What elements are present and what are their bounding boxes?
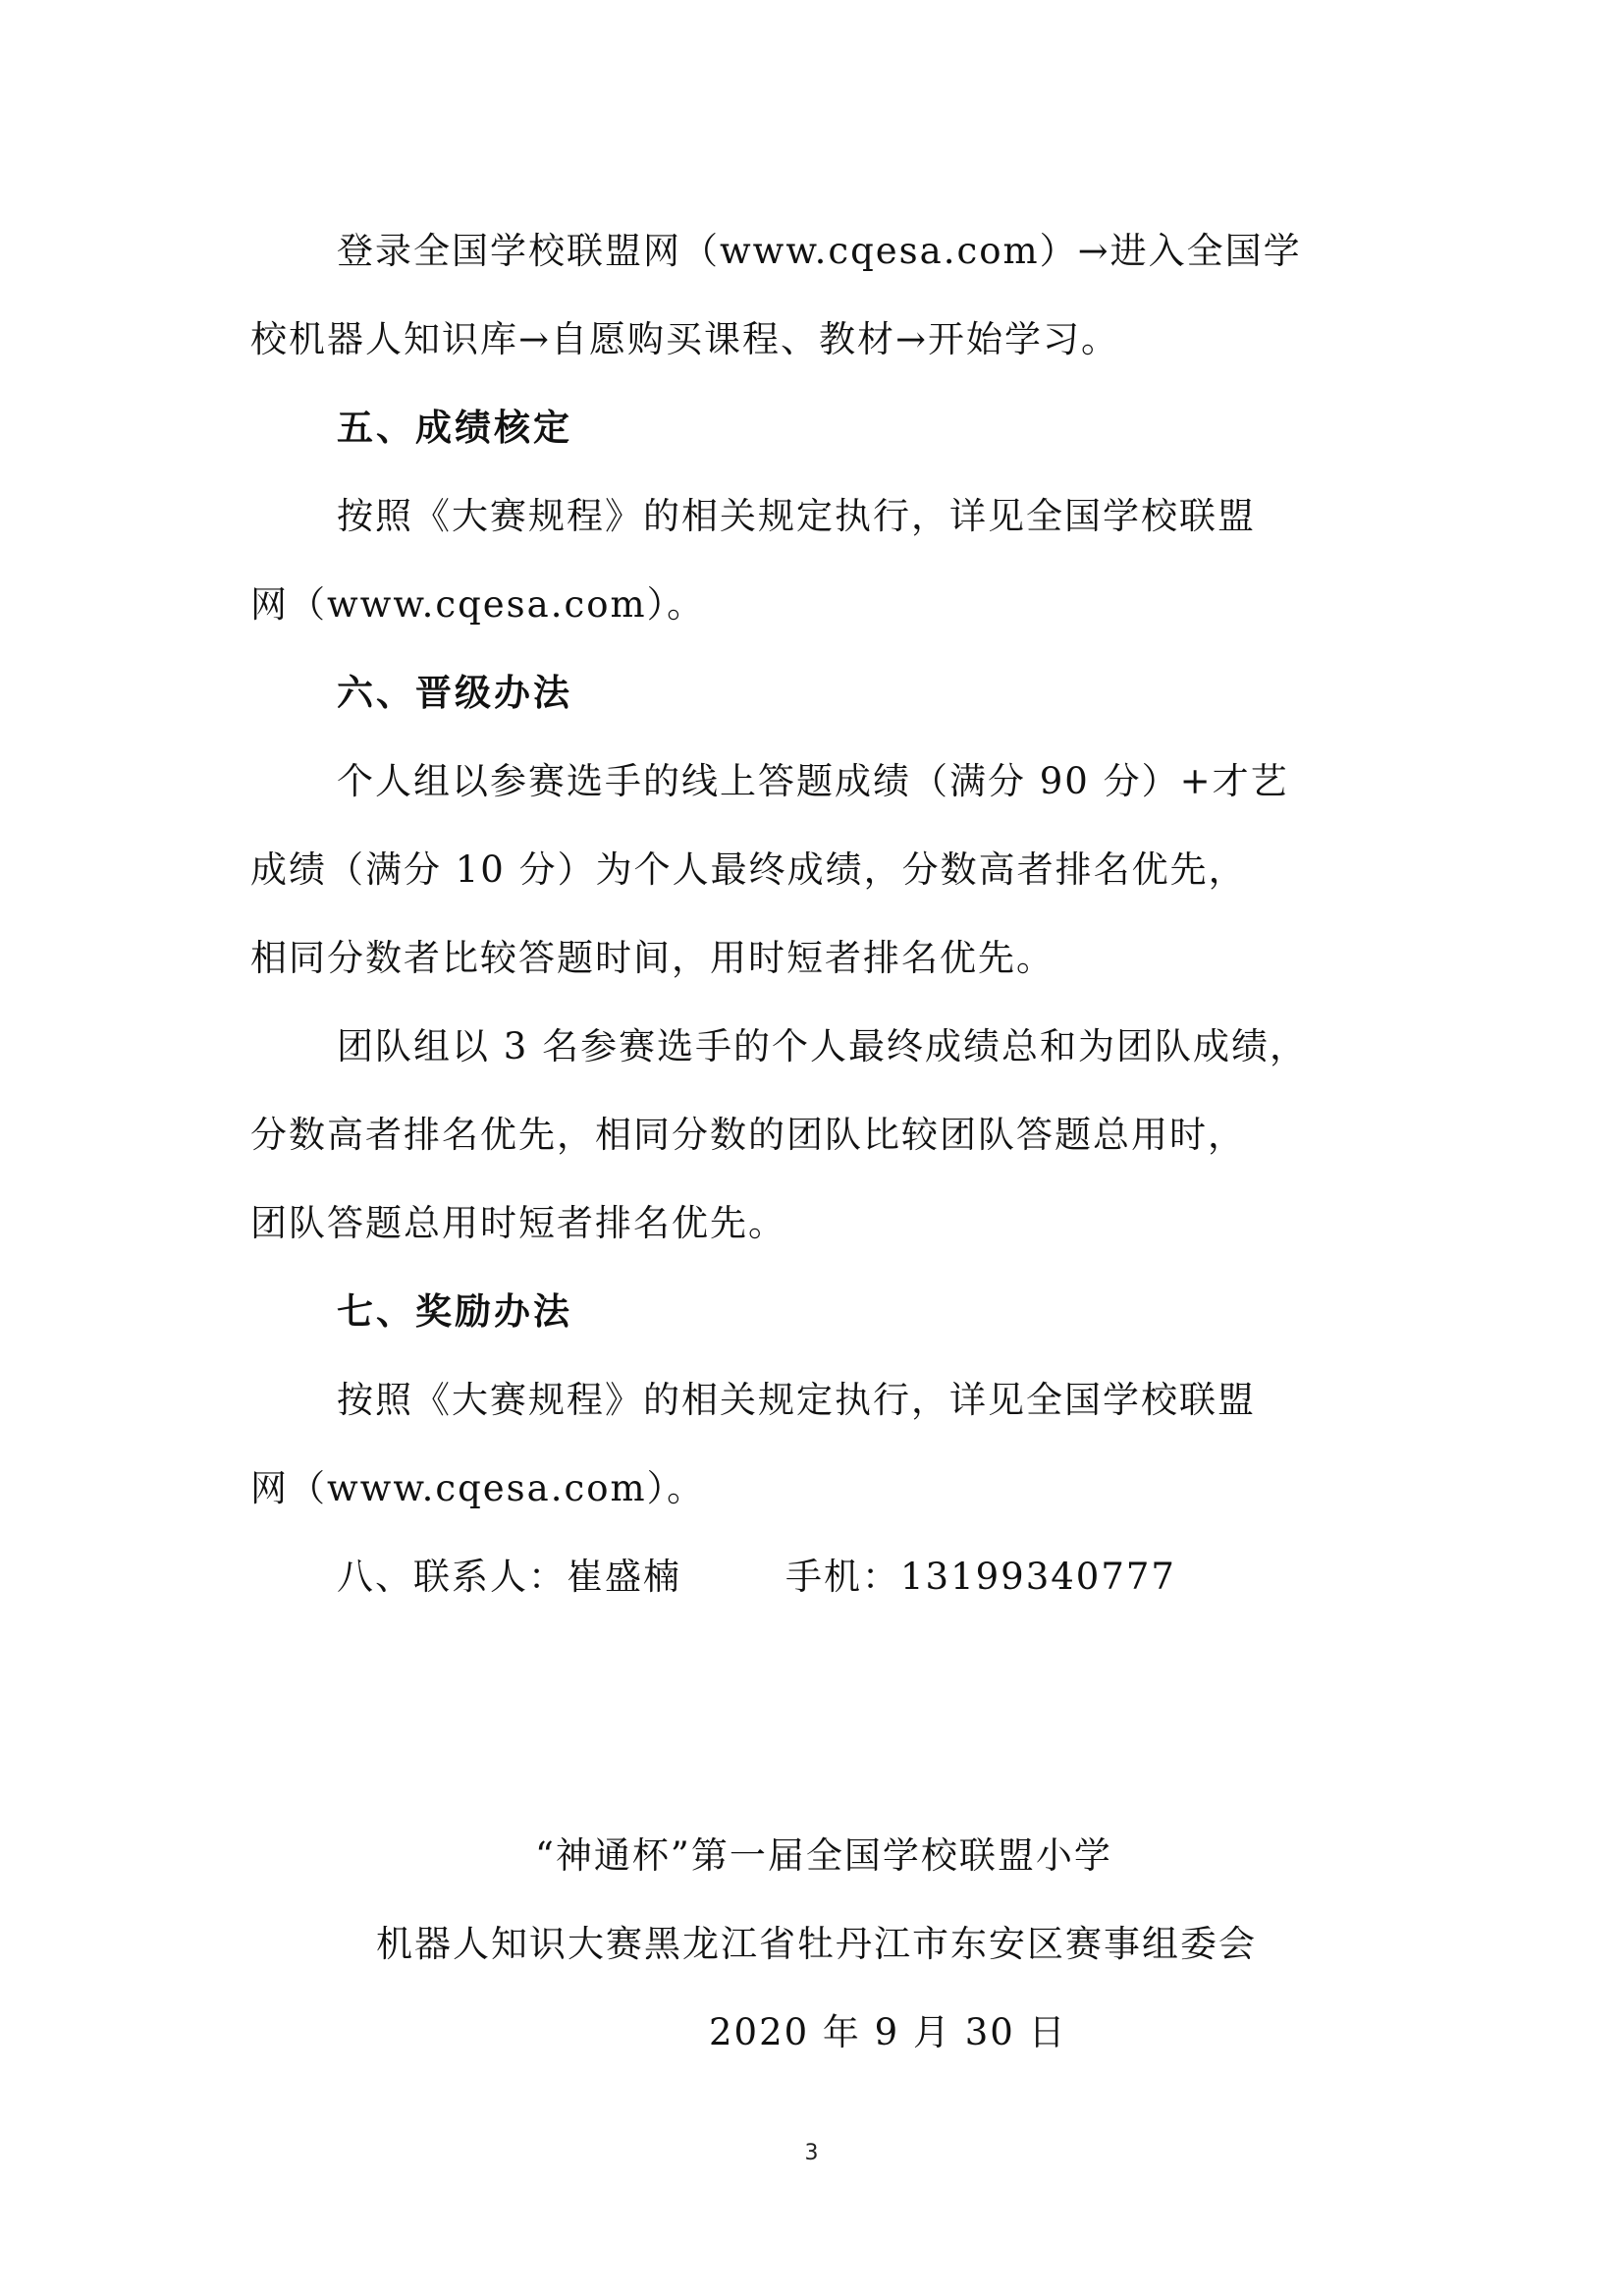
access-line-1: 登录全国学校联盟网（www.cqesa.com）→进入全国学 — [337, 230, 1302, 272]
section6-p2-line-1: 团队组以 3 名参赛选手的个人最终成绩总和为团队成绩， — [337, 1025, 1309, 1067]
section6-p1-line-2: 成绩（满分 10 分）为个人最终成绩，分数高者排名优先， — [250, 848, 1247, 891]
section7-heading: 七、奖励办法 — [337, 1290, 572, 1333]
section8-phone: 手机：13199340777 — [785, 1556, 1176, 1598]
section7-line-2: 网（www.cqesa.com）。 — [250, 1467, 706, 1509]
section8-contact: 八、联系人：崔盛楠 — [337, 1556, 681, 1598]
signature-date: 2020 年 9 月 30 日 — [709, 2011, 1067, 2053]
access-line-2: 校机器人知识库→自愿购买课程、教材→开始学习。 — [250, 318, 1120, 360]
section5-line-2: 网（www.cqesa.com）。 — [250, 583, 706, 626]
section7-line-1: 按照《大赛规程》的相关规定执行，详见全国学校联盟 — [337, 1379, 1256, 1421]
signature-line-1: “神通杯”第一届全国学校联盟小学 — [535, 1834, 1112, 1877]
section6-heading: 六、晋级办法 — [337, 672, 572, 714]
section5-heading: 五、成绩核定 — [337, 407, 572, 449]
section6-p2-line-2: 分数高者排名优先，相同分数的团队比较团队答题总用时， — [250, 1114, 1246, 1156]
section6-p1-line-3: 相同分数者比较答题时间，用时短者排名优先。 — [250, 937, 1055, 979]
signature-line-2: 机器人知识大赛黑龙江省牡丹江市东安区赛事组委会 — [376, 1923, 1257, 1965]
section6-p1-line-1: 个人组以参赛选手的线上答题成绩（满分 90 分）+才艺 — [337, 760, 1289, 802]
page-number: 3 — [804, 2141, 819, 2165]
section6-p2-line-3: 团队答题总用时短者排名优先。 — [250, 1202, 786, 1244]
section5-line-1: 按照《大赛规程》的相关规定执行，详见全国学校联盟 — [337, 495, 1256, 537]
